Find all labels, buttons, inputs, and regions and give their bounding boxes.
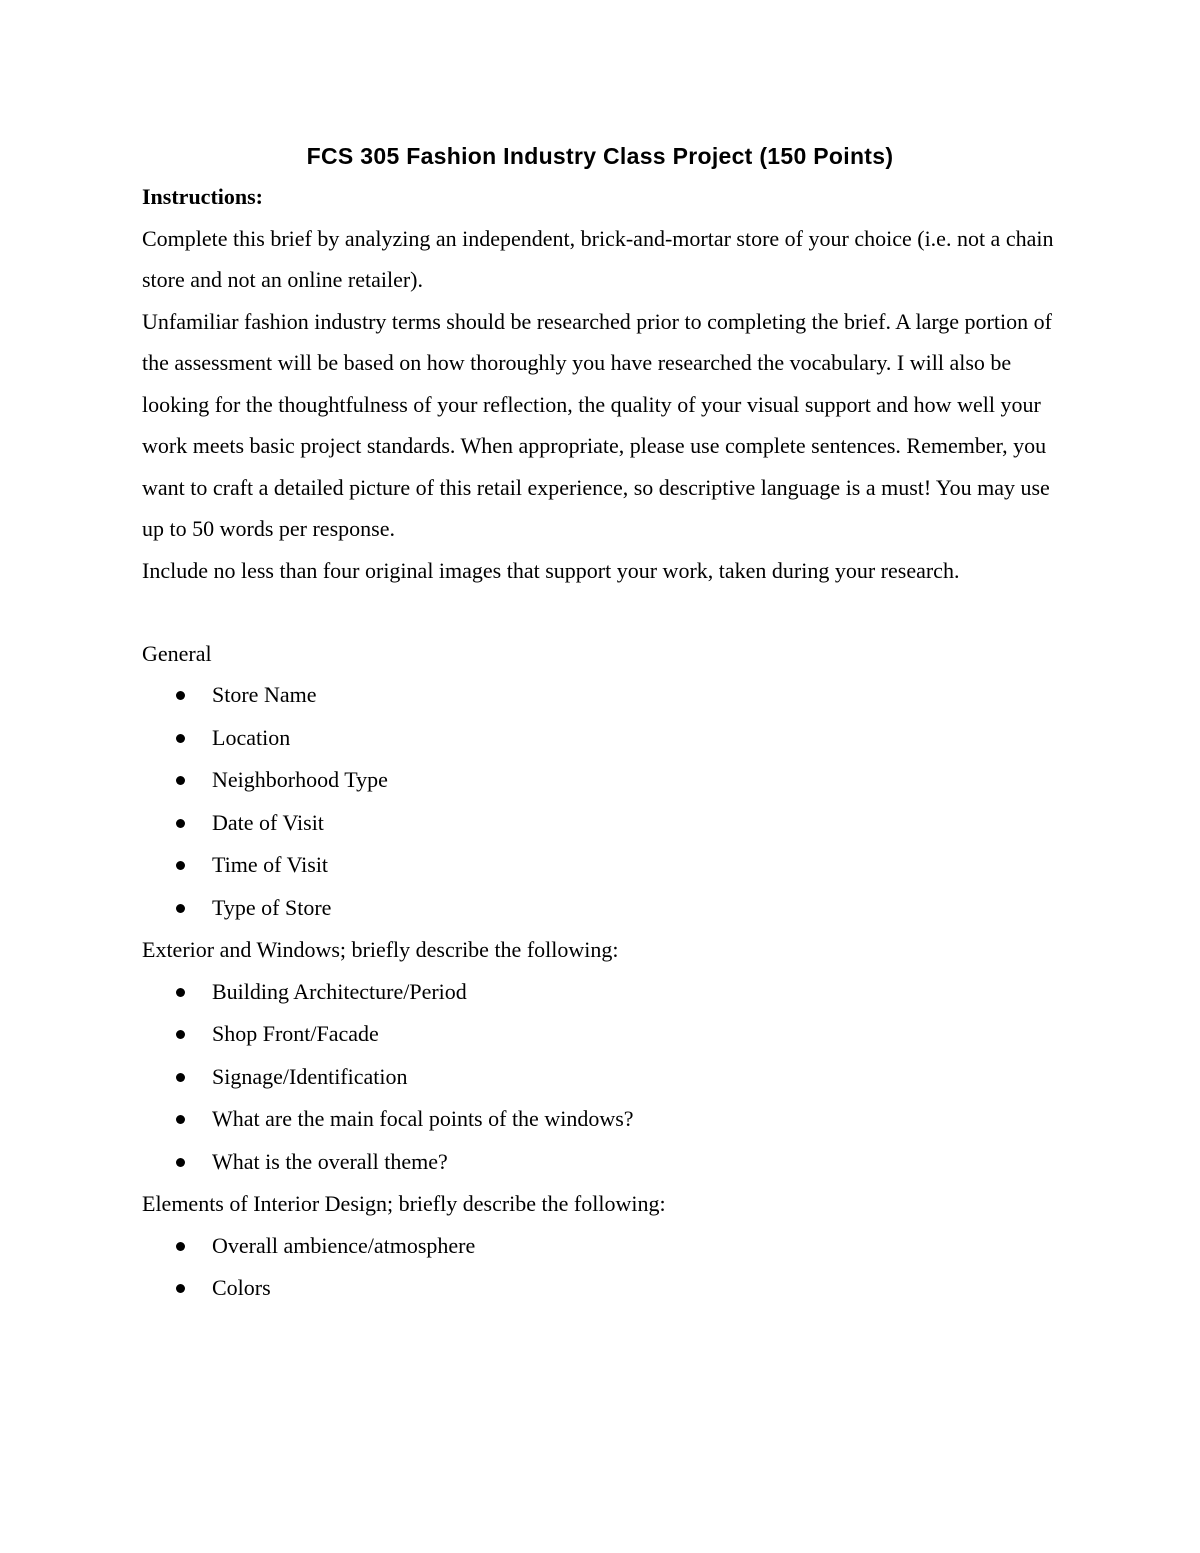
list-item: What is the overall theme? (142, 1141, 1062, 1184)
document-body (142, 176, 1062, 1310)
spacer (142, 591, 1062, 633)
list-item: Overall ambience/atmosphere (142, 1225, 1062, 1268)
document-title: FCS 305 Fashion Industry Class Project (150 Points) (306, 143, 894, 169)
list-item: What are the main focal points of the windows? (142, 1098, 1062, 1141)
list-item: Neighborhood Type (142, 759, 1062, 802)
bullet-icon (176, 734, 185, 743)
bullet-icon (176, 1073, 185, 1082)
list-item: Signage/Identification (142, 1056, 1062, 1099)
bullet-icon (176, 776, 185, 785)
section-heading-exterior: Exterior and Windows; briefly describe the following: (142, 937, 619, 962)
list-item: Location (142, 717, 1062, 760)
paragraph-assessment: Unfamiliar fashion industry terms should be researched prior to completing the brief. A large portion of the assessment will be based on how thoroughly you have researched the vocabulary. I will also be looking for the thoughtfulness of your reflection, the quality of your visual support and how well your work meets basic project standards. When appropriate, please use complete sentences. Remember, you want to craft a detailed picture of this retail experience, so descriptive language is a must! You may use up to 50 words per response. (142, 308, 1052, 541)
bullet-icon (176, 1242, 185, 1251)
interior-list (142, 1225, 1062, 1310)
list-item: Store Name (142, 674, 1062, 717)
list-item: Date of Visit (142, 802, 1062, 845)
general-list (142, 674, 1062, 929)
list-item: Type of Store (142, 887, 1062, 930)
bullet-icon (176, 1115, 185, 1124)
bullet-icon (176, 1158, 185, 1167)
bullet-icon (176, 691, 185, 700)
bullet-icon (176, 1030, 185, 1039)
list-item: Building Architecture/Period (142, 971, 1062, 1014)
list-item: Shop Front/Facade (142, 1013, 1062, 1056)
paragraph-images: Include no less than four original images that support your work, taken during your research. (142, 557, 960, 583)
bullet-icon (176, 1284, 185, 1293)
list-item: Colors (142, 1267, 1062, 1310)
bullet-icon (176, 861, 185, 870)
bullet-icon (176, 988, 185, 997)
section-heading-general: General (142, 640, 212, 666)
bullet-icon (176, 819, 185, 828)
exterior-list (142, 971, 1062, 1184)
instructions-heading: Instructions: (142, 184, 264, 209)
bullet-icon (176, 904, 185, 913)
list-item: Time of Visit (142, 844, 1062, 887)
paragraph-store-choice: Complete this brief by analyzing an independent, brick-and-mortar store of your choice (i.e. not a chain store and not an online retailer). (142, 225, 1054, 292)
section-heading-interior: Elements of Interior Design; briefly describe the following: (142, 1191, 666, 1216)
